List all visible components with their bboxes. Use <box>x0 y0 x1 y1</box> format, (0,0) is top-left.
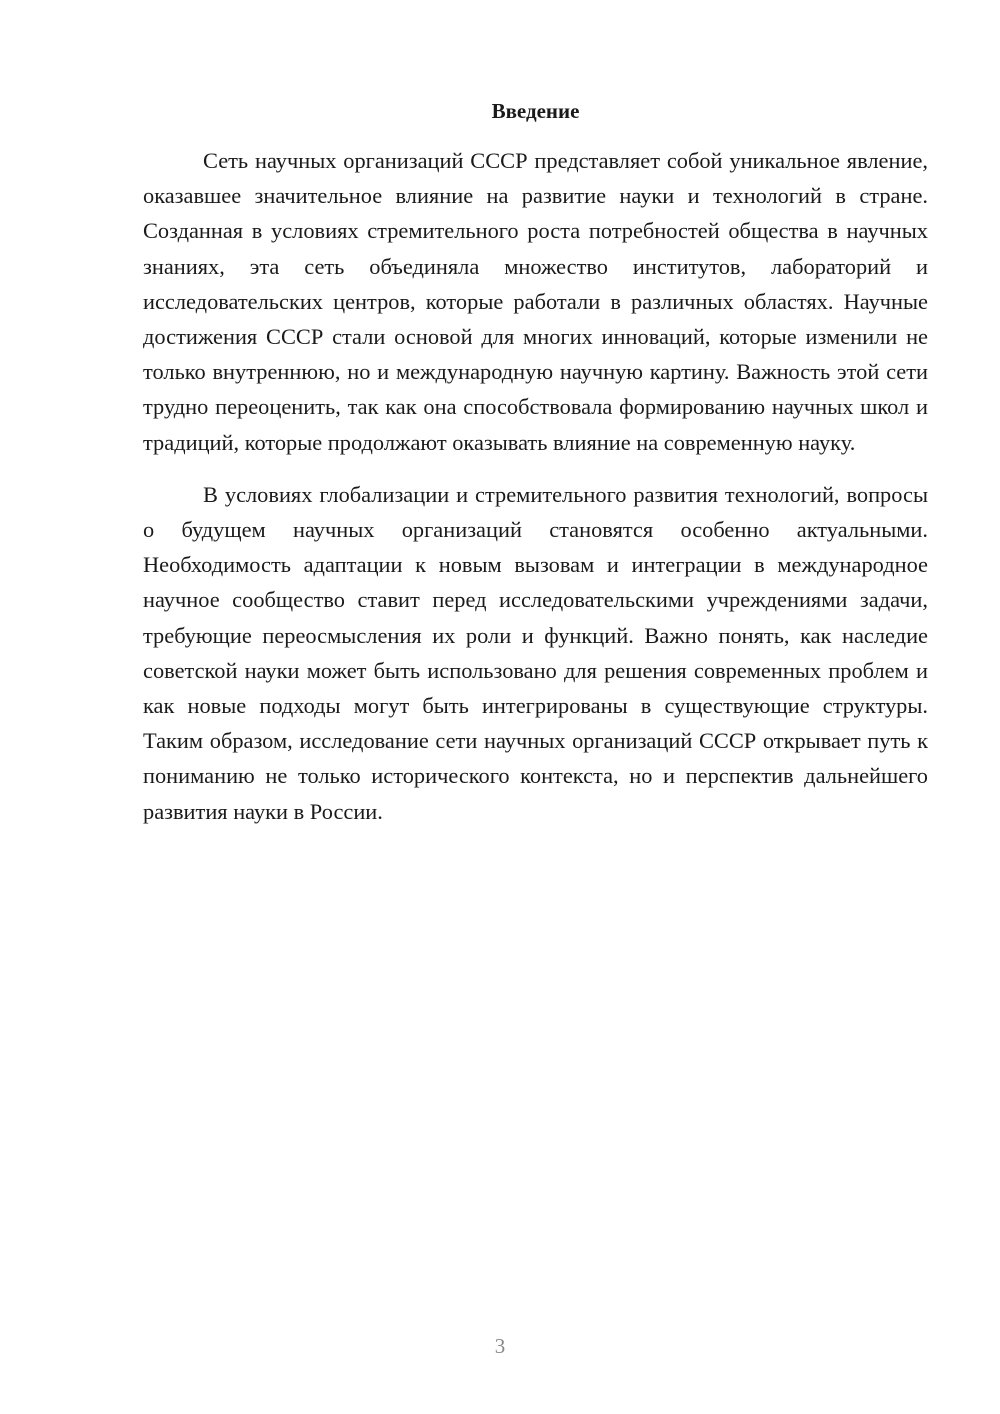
paragraph-1: Сеть научных организаций СССР представляет собой уникальное явление, оказавшее значительное влияние на развитие науки и технологий в стране. Созданная в условиях стремительного роста потребностей общества в научных знаниях, эта сеть объединяла множество институтов, лабораторий и исследовательских центров, которые работали в различных областях. Научные достижения СССР стали основой для многих инноваций, которые изменили не только внутреннюю, но и международную научную картину. Важность этой сети трудно переоценить, так как она способствовала формированию научных школ и традиций, которые продолжают оказывать влияние на современную науку. <box>143 148 928 455</box>
paragraph-2: В условиях глобализации и стремительного развития технологий, вопросы о будущем научных организаций становятся особенно актуальными. Необходимость адаптации к новым вызовам и интеграции в международное научное сообщество ставит перед исследовательскими учреждениями задачи, требующие переосмысления их роли и функций. Важно понять, как наследие советской науки может быть использовано для решения современных проблем и как новые подходы могут быть интегрированы в существующие структуры. Таким образом, исследование сети научных организаций СССР открывает путь к пониманию не только исторического контекста, но и перспектив дальнейшего развития науки в России. <box>143 481 928 824</box>
section-title: Введение <box>491 99 580 123</box>
body-text <box>143 143 928 829</box>
page-number: 3 <box>494 1334 506 1358</box>
